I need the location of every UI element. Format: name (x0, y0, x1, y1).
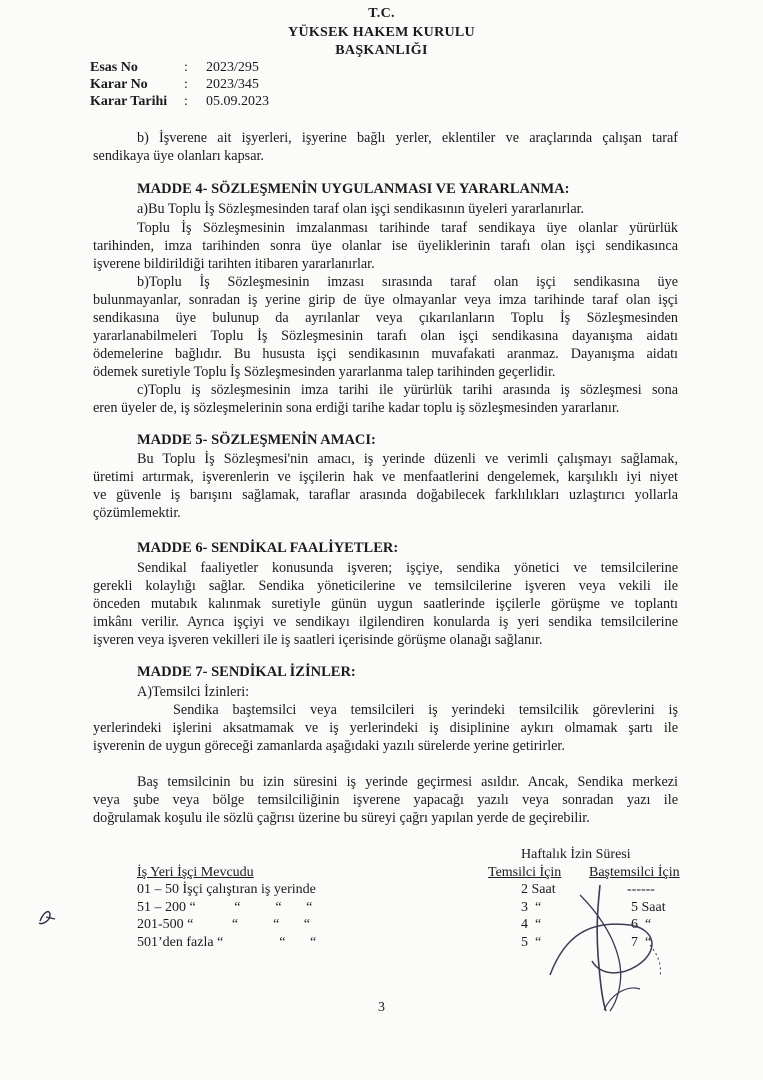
paragraph-line: çözümlemektir. (93, 505, 181, 521)
table-cell-chief: 6 “ (631, 917, 652, 932)
table-cell-representative: 3 “ (521, 900, 542, 915)
paragraph-line: gerekli kolaylığı sağlar. Sendika yöneticilerine ve temsilcilerine işveren veya vekili ile (93, 578, 678, 594)
paragraph-line: ödemek suretiyle Toplu İş Sözleşmesinden yararlanma talep tarihinden geçerlidir. (93, 364, 556, 380)
paragraph-line: a)Bu Toplu İş Sözleşmesinden taraf olan işçi sendikasının üyeleri yararlanırlar. (137, 201, 585, 217)
table-cell-workforce: 51 – 200 “ “ “ “ (137, 900, 313, 915)
table-cell-workforce: 201-500 “ “ “ “ (137, 917, 311, 932)
paragraph-line: ödemelerine bağlıdır. Bu hususta işçi sendikasının muvafakati aranmaz. Dayanışma aidatı (93, 346, 678, 362)
table-cell-workforce: 01 – 50 İşçi çalıştıran iş yerinde (137, 882, 316, 897)
paragraph-line: b)Toplu İş Sözleşmesinin imzası sırasında taraf olan işçi sendikasına üye (137, 274, 678, 290)
paragraph-line: Sendika baştemsilci veya temsilcileri iş yerindeki temsilcilik görevlerini iş (173, 702, 678, 718)
paragraph-line: imkânı verilir. Ayrıca işçiyi ve sendikayı ilgilendiren konularda iş yeri sendika temsilcilerine (93, 614, 678, 630)
table-cell-workforce: 501’den fazla “ “ “ (137, 935, 317, 950)
paragraph-line: işveren veya işveren vekilleri ile iş saatleri içerisinde görüşme olanağı sağlanır. (93, 632, 543, 648)
subheading: A)Temsilci İzinleri: (137, 684, 250, 700)
table-cell-representative: 5 “ (521, 935, 542, 950)
header-office: BAŞKANLIĞI (335, 43, 428, 58)
margin-initial-mark (36, 905, 58, 929)
paragraph-line: doğrulamak koşulu ile sözlü çağrısı üzerine bu süreyi çağrı yapılan yerde de geçirebilir. (93, 810, 590, 826)
paragraph-line: c)Toplu iş sözleşmesinin imza tarihi ile yürürlük tarihi arasında iş sözleşmesi sona (137, 382, 678, 398)
paragraph-line: önceden mutabık kalınmak suretiyle günün uygun saatlerinde işçilerle görüşme ve toplantı (93, 596, 678, 612)
weekly-leave-header: Haftalık İzin Süresi (521, 847, 631, 862)
column-header-workforce: İş Yeri İşçi Mevcudu (137, 865, 254, 880)
madde5-heading: MADDE 5- SÖZLEŞMENİN AMACI: (137, 432, 376, 448)
paragraph-line: işverene bildirildiği tarihten itibaren yararlanırlar. (93, 256, 375, 272)
meta-karar-no: Karar No : 2023/345 (90, 77, 259, 92)
table-cell-chief: 7 “ (631, 935, 652, 950)
meta-karar-tarihi: Karar Tarihi : 05.09.2023 (90, 94, 269, 109)
handwritten-signature (520, 865, 670, 1015)
intro-line: sendikaya üye olanları kapsar. (93, 148, 264, 164)
table-cell-representative: 2 Saat (521, 882, 556, 897)
header-institution: YÜKSEK HAKEM KURULU (288, 25, 475, 40)
meta-esas-no: Esas No : 2023/295 (90, 60, 259, 75)
paragraph-line: eren üyeler de, iş sözleşmelerinin sona erdiği tarihe kadar toplu iş sözleşmesinden yararlanır. (93, 400, 620, 416)
header-tc: T.C. (368, 6, 395, 21)
intro-line: b) İşverene ait işyerleri, işyerine bağlı yerler, eklentiler ve araçlarında çalışan taraf (137, 130, 678, 146)
paragraph-line: işverenin de uygun göreceği zamanlarda aşağıdaki yazılı sürelerde yerine getirirler. (93, 738, 565, 754)
paragraph-line: veya şube veya bölge temsilciliğinin işverene yapacağı yazılı veya sonradan yazı ile (93, 792, 678, 808)
paragraph-line: üretimi artırmak, işverenlerin ve işçilerin hak ve menfaatlerini dengelemek, karşılıklı iyi niyet (93, 469, 678, 485)
paragraph-line: sendikasına üye bulunup da ayrılanlar veya çıkarılanların Toplu İş Sözleşmesinden (93, 310, 678, 326)
paragraph-line: yerlerindeki işlerini aksatmamak ve iş yerlerindeki iş disiplinine aykırı olmamak şartı ile (93, 720, 678, 736)
paragraph-line: ve güvenle iş barışını sağlamak, taraflar arasında doğabilecek farklılıkları uzlaştırıcı yollarla (93, 487, 678, 503)
paragraph-line: bulunmayanlar, sonradan iş yerine girip de üye olmayanlar veya imza tarihinde taraf olan işçi (93, 292, 678, 308)
madde7-heading: MADDE 7- SENDİKAL İZİNLER: (137, 664, 356, 680)
column-header-representative: Temsilci İçin (488, 865, 562, 880)
madde6-heading: MADDE 6- SENDİKAL FAALİYETLER: (137, 540, 399, 556)
paragraph-line: Sendikal faaliyetler konusunda işveren; işçiye, sendika yönetici ve temsilcilerine (137, 560, 678, 576)
table-cell-chief: ------ (627, 882, 655, 897)
paragraph-line: yararlanabilmeleri Toplu İş Sözleşmesinin tarafı olan işçi sendikasına dayanışma aidatı (93, 328, 678, 344)
page-number: 3 (378, 1000, 385, 1015)
table-cell-chief: 5 Saat (631, 900, 666, 915)
madde4-heading: MADDE 4- SÖZLEŞMENİN UYGULANMASI VE YARARLANMA: (137, 181, 570, 197)
paragraph-line: Baş temsilcinin bu izin süresini iş yerinde geçirmesi asıldır. Ancak, Sendika merkezi (137, 774, 678, 790)
paragraph-line: tarihinden, imza tarihinden sonra üye olanlar ise üyeliklerinin tarafı olan işçi sendikasınca (93, 238, 678, 254)
column-header-chief-representative: Baştemsilci İçin (589, 865, 680, 880)
paragraph-line: Bu Toplu İş Sözleşmesi'nin amacı, iş yerinde düzenli ve verimli çalışmayı sağlamak, (137, 451, 678, 467)
paragraph-line: Toplu İş Sözleşmesinin imzalanması tarihinde taraf sendikaya üye olanlar yürürlük (137, 220, 678, 236)
table-cell-representative: 4 “ (521, 917, 542, 932)
